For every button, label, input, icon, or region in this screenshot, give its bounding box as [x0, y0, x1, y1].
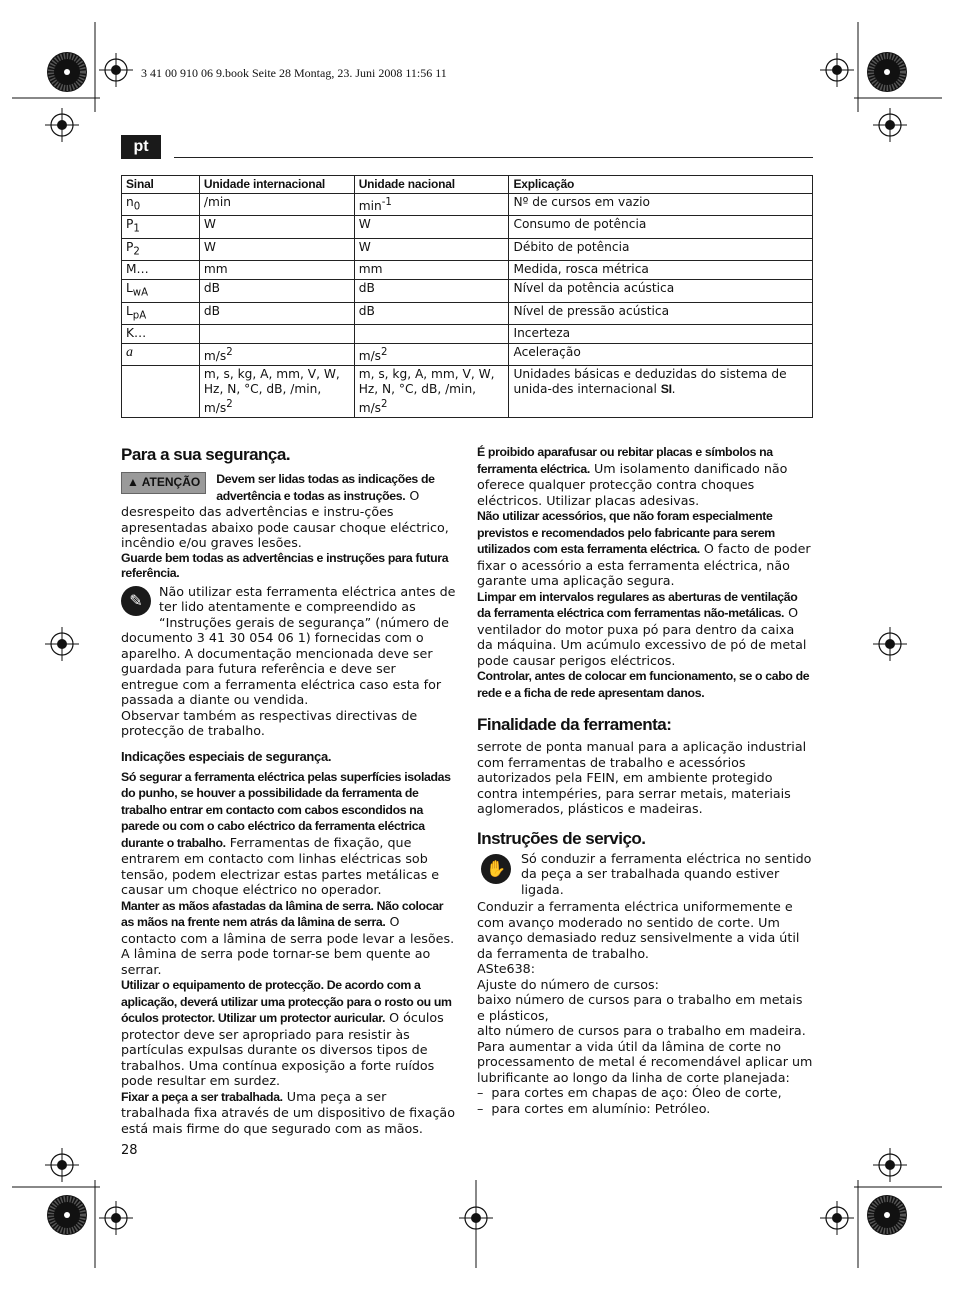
- read-manual-block: [121, 584, 456, 708]
- language-tab: pt: [121, 135, 161, 159]
- nat-unit-cell: dB: [354, 280, 509, 302]
- symbol-cell: a: [122, 344, 200, 366]
- symbol-cell: M…: [122, 261, 200, 280]
- intl-unit-cell: /min: [199, 194, 354, 216]
- table-header: Unidade nacional: [354, 176, 509, 194]
- special-safety-heading: Indicações especiais de segurança.: [121, 748, 332, 764]
- symbol-cell: $P_1$: [122, 216, 200, 238]
- safety-paragraph: Não utilizar acessórios, que não foram especialmente previstos e recomendados pelo fabricante para serem utilizados com esta ferramenta eléctrica. O facto de poder fixar o acessório a esta ferramenta eléctrica, não garante uma aplicação segura.: [477, 509, 811, 588]
- table-header: Sinal: [122, 176, 200, 194]
- safety-heading: Para a sua segurança.: [121, 445, 291, 464]
- read-manual-text: Não utilizar esta ferramenta eléctrica antes de ter lido atentamente e compreendido as “Instruções gerais de segurança” (número de documento 3 41 30 054 06 1) fornecidas com o aparelho. A documentação mencionada deve ser guardada para futura referência e deve ser entregue com a ferramenta eléctrica caso esta for passada a diante ou vendida.: [121, 583, 456, 707]
- safety-paragraph: Utilizar o equipamento de protecção. De acordo com a aplicação, deverá utilizar uma protecção para o rosto ou um óculos protector. Utilizar um protector auricular. O óculos protector deve ser apropriado para resistir às partículas expulsas durante os diversos tipos de trabalhos. Uma contínua exposição a forte ruídos pode resultar em surdez.: [121, 978, 452, 1088]
- intl-unit-cell: [199, 325, 354, 344]
- table-row: [122, 366, 813, 418]
- hand-on-tool-icon: ✋: [481, 854, 511, 888]
- warning-badge: [121, 472, 206, 494]
- explanation-cell: Nível de pressão acústica: [509, 302, 813, 324]
- service-text: alto número de cursos para o trabalho em madeira.: [477, 1023, 806, 1038]
- list-item: – para cortes em chapas de aço: Óleo de corte,: [477, 1085, 782, 1100]
- symbol-cell: [122, 366, 200, 418]
- nat-unit-cell: dB: [354, 302, 509, 324]
- symbol-cell: K…: [122, 325, 200, 344]
- table-row: [122, 344, 813, 366]
- service-text: Para aumentar a vida útil da lâmina de corte no processamento de metal é recomendável aplicar um lubrificante ao longo da linha de corte planejada:: [477, 1038, 813, 1085]
- table-row: [122, 216, 813, 238]
- intl-unit-cell: $m/s^2$: [199, 344, 354, 366]
- warning-block: [121, 471, 456, 551]
- lubricant-list: [477, 1085, 813, 1116]
- explanation-cell: Consumo de potência: [509, 216, 813, 238]
- table-row: [122, 302, 813, 324]
- symbol-cell: $P_2$: [122, 238, 200, 260]
- left-column: [121, 440, 456, 1136]
- service-icon-block: [477, 851, 813, 898]
- table-row: [122, 238, 813, 260]
- nat-unit-cell: $m/s^2$: [354, 344, 509, 366]
- explanation-cell: Medida, rosca métrica: [509, 261, 813, 280]
- nat-unit-cell: W: [354, 238, 509, 260]
- warning-text: O desrespeito das advertências e instru-ções apresentadas abaixo pode causar choque eléctrico, incêndio e/ou graves lesões.: [121, 487, 449, 550]
- safety-paragraph: Manter as mãos afastadas da lâmina de serra. Não colocar as mãos na frente nem atrás da lâmina de serra. O contacto com a lâmina de serra pode levar a lesões. A lâmina de serra pode tornar-se bem quente ao serrar.: [121, 898, 455, 977]
- service-heading: Instruções de serviço.: [477, 828, 646, 848]
- table-row: [122, 194, 813, 216]
- service-text: baixo número de cursos para o trabalho em metais e plásticos,: [477, 992, 803, 1023]
- symbol-cell: $n_0$: [122, 194, 200, 216]
- table-header-row: [122, 176, 813, 194]
- service-icon-text: Só conduzir a ferramenta eléctrica no sentido da peça a ser trabalhada quando estiver ligada.: [521, 850, 812, 897]
- intl-unit-cell: dB: [199, 302, 354, 324]
- safety-paragraph: Controlar, antes de colocar em funcionamento, se o cabo de rede e a ficha de rede apresentam danos.: [477, 669, 810, 700]
- nat-unit-cell: mm: [354, 261, 509, 280]
- table-row: [122, 280, 813, 302]
- symbol-cell: $L_{wA}$: [122, 280, 200, 302]
- list-item: – para cortes em alumínio: Petróleo.: [477, 1100, 711, 1116]
- service-text: Ajuste do número de cursos:: [477, 976, 659, 992]
- nat-unit-cell: $\min^{-1}$: [354, 194, 509, 216]
- keep-instructions: Guarde bem todas as advertências e instruções para futura referência.: [121, 550, 449, 580]
- header-rule: [174, 157, 813, 158]
- service-text: Conduzir a ferramenta eléctrica uniformemente e com avanço moderado no sentido de corte. Um avanço demasiado reduz sensivelmente a vida útil da ferramenta de trabalho.: [477, 899, 800, 961]
- explanation-cell: Nº de cursos em vazio: [509, 194, 813, 216]
- right-column: [477, 444, 813, 1116]
- explanation-cell: Unidades básicas e deduzidas do sistema de unida-des internacional SI.: [509, 366, 813, 418]
- safety-paragraph: Fixar a peça a ser trabalhada. Uma peça a ser trabalhada fixa através de um dispositivo de fixação está mais firme do que segurado com as mãos.: [121, 1088, 455, 1136]
- safety-paragraph: Só segurar a ferramenta eléctrica pelas superfícies isoladas do punho, se houver a possibilidade da ferramenta de trabalho entrar em contacto com cabos escondidos na parede ou com o cabo eléctrico da ferramenta eléctrica durante o trabalho. Ferramentas de fixação, que entrarem em contacto com linhas eléctricas sob tensão, podem electrizar estas partes metálicas e causar um choque eléctrico no operador.: [121, 769, 451, 897]
- nat-unit-cell: [354, 325, 509, 344]
- intl-unit-cell: W: [199, 216, 354, 238]
- safety-paragraph: É proibido aparafusar ou rebitar placas e símbolos na ferramenta eléctrica. Um isolamento danificado não oferece qualquer protecção contra choques eléctricos. Utilizar placas adesivas.: [477, 445, 788, 508]
- units-table: [121, 175, 813, 418]
- table-row: [122, 325, 813, 344]
- nat-unit-cell: W: [354, 216, 509, 238]
- table-header: Explicação: [509, 176, 813, 194]
- nat-unit-cell: m, s, kg, A, mm, V, W, Hz, N, °C, dB, /min, $m/s^2$: [354, 366, 509, 418]
- intl-unit-cell: m, s, kg, A, mm, V, W, Hz, N, °C, dB, /min, $m/s^2$: [199, 366, 354, 418]
- purpose-heading: Finalidade da ferramenta:: [477, 715, 672, 734]
- read-manual-icon: ✎: [121, 586, 151, 620]
- warning-label: ATENÇÃO: [141, 475, 201, 489]
- symbol-cell: $L_{pA}$: [122, 302, 200, 324]
- safety-paragraph: Limpar em intervalos regulares as aberturas de ventilação da ferramenta eléctrica com ferramentas não-metálicas. O ventilador do motor puxa pó para dentro da caixa da máquina. Um acúmulo excessivo de pó de metal pode causar perigos eléctricos.: [477, 589, 807, 668]
- print-info: 3 41 00 910 06 9.book Seite 28 Montag, 23. Juni 2008 11:56 11: [141, 66, 447, 80]
- observe-text: Observar também as respectivas directivas de protecção de trabalho.: [121, 707, 418, 738]
- warning-bold: Devem ser lidas todas as indicações de advertência e todas as instruções.: [216, 472, 435, 503]
- table-header: Unidade internacional: [199, 176, 354, 194]
- model-label: ASte638:: [477, 961, 536, 976]
- intl-unit-cell: dB: [199, 280, 354, 302]
- warning-triangle-icon: ▲: [127, 475, 139, 489]
- explanation-cell: Débito de potência: [509, 238, 813, 260]
- page-number: 28: [121, 1143, 138, 1158]
- table-row: [122, 261, 813, 280]
- explanation-cell: Nível da potência acústica: [509, 280, 813, 302]
- explanation-cell: Aceleração: [509, 344, 813, 366]
- purpose-text: serrote de ponta manual para a aplicação industrial com ferramentas de trabalho e acessórios autorizados pela FEIN, em ambiente protegido contra intempéries, para serrar metais, materiais aglomerados, plásticos e madeiras.: [477, 739, 807, 816]
- intl-unit-cell: mm: [199, 261, 354, 280]
- intl-unit-cell: W: [199, 238, 354, 260]
- explanation-cell: Incerteza: [509, 325, 813, 344]
